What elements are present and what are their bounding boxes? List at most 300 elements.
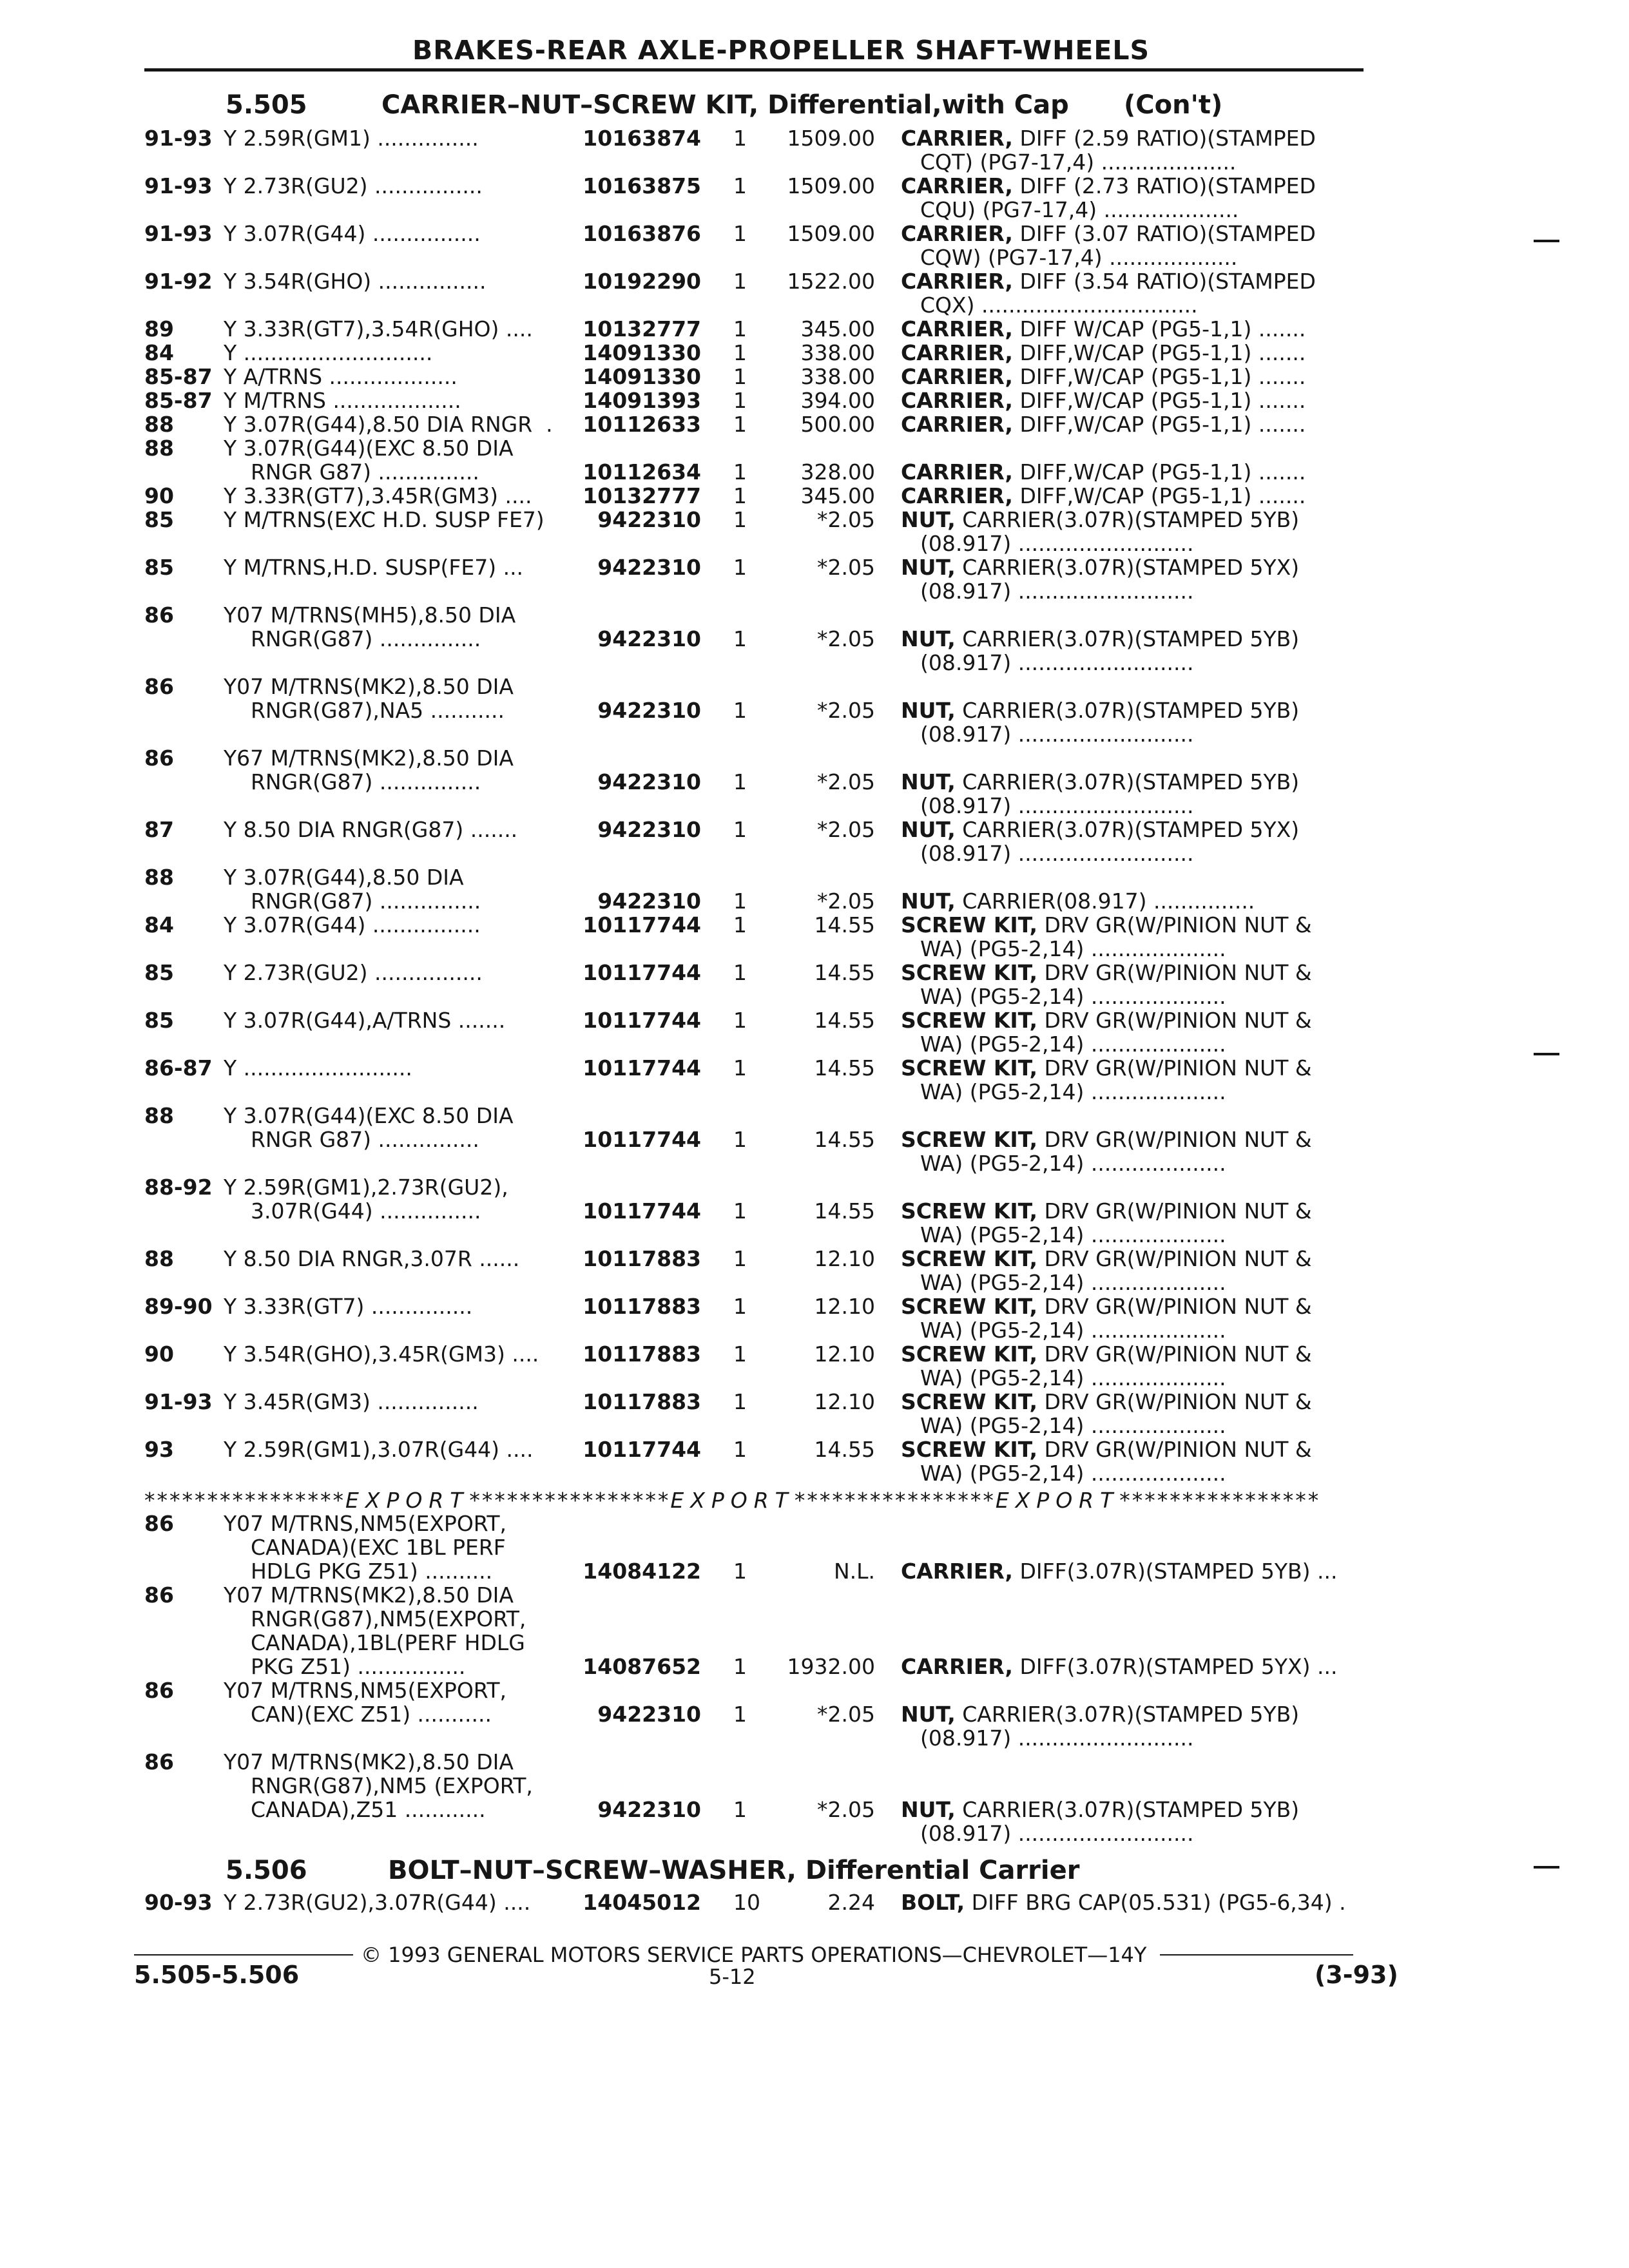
part-number: 10163874 — [583, 126, 701, 151]
part-detail-cont: CQX) ................................ — [920, 293, 1198, 318]
quantity: 1 — [733, 1246, 747, 1271]
title-rule — [144, 68, 1364, 72]
part-description — [901, 1798, 1299, 1821]
model-years: 86 — [144, 1511, 174, 1536]
part-detail: DIFF,W/CAP (PG5-1,1) ....... — [1012, 364, 1306, 389]
usage-description: Y ......................... — [224, 1055, 412, 1081]
quantity: 1 — [733, 698, 747, 723]
part-name: SCREW KIT, — [901, 1341, 1038, 1367]
part-detail-cont: WA) (PG5-2,14) .................... — [920, 1222, 1226, 1247]
part-description — [901, 365, 1306, 389]
part-detail: CARRIER(3.07R)(STAMPED 5YB) — [955, 698, 1300, 723]
copyright-line: © 1993 GENERAL MOTORS SERVICE PARTS OPERATIONS—CHEVROLET—14Y — [361, 1943, 1147, 1967]
price: 12.10 — [814, 1341, 875, 1367]
part-detail-cont: WA) (PG5-2,14) .................... — [920, 1318, 1226, 1343]
model-years: 90 — [144, 1341, 174, 1367]
quantity: 1 — [733, 817, 747, 842]
part-detail: DIFF (2.73 RATIO)(STAMPED — [1012, 173, 1316, 198]
revision-date: (3-93) — [1315, 1961, 1398, 1989]
part-description — [901, 269, 1316, 293]
model-years: 93 — [144, 1437, 174, 1462]
export-word: EXPORT — [345, 1488, 470, 1513]
part-number: 10117883 — [583, 1341, 701, 1367]
price: *2.05 — [817, 1702, 875, 1727]
quantity: 1 — [733, 269, 747, 294]
part-number: 10132777 — [583, 483, 701, 508]
quantity: 1 — [733, 912, 747, 937]
part-detail: DIFF,W/CAP (PG5-1,1) ....... — [1012, 483, 1306, 508]
part-description — [901, 460, 1306, 484]
model-years: 88 — [144, 1246, 174, 1271]
usage-description: Y07 M/TRNS(MK2),8.50 DIA — [224, 1749, 514, 1774]
model-years: 91-93 — [144, 173, 213, 198]
price: 14.55 — [814, 1055, 875, 1081]
usage-description: CANADA)(EXC 1BL PERF — [224, 1535, 506, 1560]
part-detail-cont: WA) (PG5-2,14) .................... — [920, 1079, 1226, 1104]
part-detail: DIFF W/CAP (PG5-1,1) ....... — [1012, 316, 1306, 341]
model-years: 90-93 — [144, 1890, 213, 1915]
usage-description: Y 2.73R(GU2) ................ — [224, 173, 483, 198]
part-number: 9422310 — [597, 817, 701, 842]
usage-description: Y 2.59R(GM1),2.73R(GU2), — [224, 1175, 508, 1200]
model-years: 86 — [144, 1678, 174, 1703]
usage-description: CAN)(EXC Z51) ........... — [224, 1702, 492, 1727]
quantity: 1 — [733, 1702, 747, 1727]
export-stars: **************** — [144, 1488, 345, 1513]
model-years: 85 — [144, 1008, 174, 1033]
part-description — [901, 222, 1316, 245]
part-number: 10117883 — [583, 1389, 701, 1414]
part-detail: CARRIER(3.07R)(STAMPED 5YB) — [955, 1797, 1300, 1822]
usage-description: Y 3.07R(G44) ................ — [224, 912, 481, 937]
quantity: 1 — [733, 1008, 747, 1033]
footer-rule-left — [134, 1954, 353, 1956]
price: 345.00 — [800, 316, 875, 341]
usage-description: RNGR(G87),NM5(EXPORT, — [224, 1606, 526, 1631]
usage-description: RNGR(G87) ............... — [224, 626, 481, 651]
usage-description: PKG Z51) ................ — [224, 1654, 466, 1679]
usage-description: Y 3.54R(GHO),3.45R(GM3) .... — [224, 1341, 539, 1367]
model-years: 85-87 — [144, 364, 213, 389]
part-number: 9422310 — [597, 1797, 701, 1822]
part-name: SCREW KIT, — [901, 1389, 1038, 1414]
part-description — [901, 818, 1299, 841]
price: 1509.00 — [787, 126, 875, 151]
part-detail-cont: (08.917) .......................... — [920, 1725, 1194, 1751]
part-number: 10163876 — [583, 221, 701, 246]
part-number: 9422310 — [597, 555, 701, 580]
usage-description: Y 2.59R(GM1) ............... — [224, 126, 479, 151]
usage-description: Y 3.07R(G44)(EXC 8.50 DIA — [224, 1103, 514, 1128]
part-number: 10117744 — [583, 1008, 701, 1033]
part-description — [901, 1655, 1337, 1678]
part-name: CARRIER, — [901, 483, 1013, 508]
part-detail-cont: WA) (PG5-2,14) .................... — [920, 1032, 1226, 1057]
part-number: 14084122 — [583, 1559, 701, 1584]
part-detail: DRV GR(W/PINION NUT & — [1037, 1055, 1312, 1081]
part-number: 10163875 — [583, 173, 701, 198]
price: *2.05 — [817, 698, 875, 723]
export-stars: **************** — [469, 1488, 671, 1513]
model-years: 84 — [144, 912, 174, 937]
quantity: 1 — [733, 316, 747, 341]
quantity: 1 — [733, 555, 747, 580]
model-years: 89 — [144, 316, 174, 341]
part-name: NUT, — [901, 769, 956, 794]
part-description — [901, 341, 1306, 365]
quantity: 1 — [733, 960, 747, 985]
part-number: 10117883 — [583, 1246, 701, 1271]
price: 14.55 — [814, 1198, 875, 1224]
usage-description: Y 8.50 DIA RNGR(G87) ....... — [224, 817, 518, 842]
usage-description: Y 2.73R(GU2) ................ — [224, 960, 483, 985]
part-description — [901, 1342, 1312, 1366]
part-detail: DIFF,W/CAP (PG5-1,1) ....... — [1012, 340, 1306, 365]
model-years: 88 — [144, 436, 174, 461]
price: 328.00 — [800, 459, 875, 485]
price: 14.55 — [814, 1127, 875, 1152]
section-title: CARRIER–NUT–SCREW KIT, Differential,with Cap — [381, 90, 1069, 120]
section-number: 5.506 — [226, 1856, 307, 1885]
part-name: SCREW KIT, — [901, 1127, 1038, 1152]
part-name: NUT, — [901, 626, 956, 651]
part-detail: DRV GR(W/PINION NUT & — [1037, 1008, 1312, 1033]
usage-description: Y 3.54R(GHO) ................ — [224, 269, 487, 294]
part-number: 9422310 — [597, 889, 701, 914]
part-description — [901, 508, 1299, 532]
model-years: 90 — [144, 483, 174, 508]
part-detail: DIFF (3.54 RATIO)(STAMPED — [1012, 269, 1316, 294]
model-years: 86 — [144, 674, 174, 699]
part-number: 10117744 — [583, 960, 701, 985]
part-description — [901, 389, 1306, 412]
part-description — [901, 1199, 1312, 1223]
section-number: 5.505 — [226, 90, 307, 120]
part-name: SCREW KIT, — [901, 912, 1038, 937]
price: 345.00 — [800, 483, 875, 508]
model-years: 89-90 — [144, 1294, 213, 1319]
price: 12.10 — [814, 1294, 875, 1319]
usage-description: RNGR G87) ............... — [224, 1127, 479, 1152]
usage-description: Y 8.50 DIA RNGR,3.07R ...... — [224, 1246, 520, 1271]
part-name: CARRIER, — [901, 412, 1013, 437]
model-years: 91-93 — [144, 221, 213, 246]
quantity: 1 — [733, 1127, 747, 1152]
quantity: 1 — [733, 459, 747, 485]
part-description — [901, 1008, 1312, 1032]
part-description — [901, 770, 1299, 794]
part-number: 10192290 — [583, 269, 701, 294]
part-name: NUT, — [901, 889, 956, 914]
usage-description: Y 3.07R(G44),8.50 DIA RNGR . — [224, 412, 553, 437]
part-detail: DRV GR(W/PINION NUT & — [1037, 1437, 1312, 1462]
part-detail: DIFF,W/CAP (PG5-1,1) ....... — [1012, 459, 1306, 485]
quantity: 1 — [733, 364, 747, 389]
usage-description: CANADA),Z51 ............ — [224, 1797, 486, 1822]
usage-description: Y07 M/TRNS,NM5(EXPORT, — [224, 1678, 506, 1703]
price: *2.05 — [817, 889, 875, 914]
part-detail-cont: CQU) (PG7-17,4) .................... — [920, 197, 1239, 222]
price: 500.00 — [800, 412, 875, 437]
model-years: 86-87 — [144, 1055, 213, 1081]
usage-description: 3.07R(G44) ............... — [224, 1198, 481, 1224]
quantity: 1 — [733, 507, 747, 532]
part-description — [901, 913, 1312, 937]
page-title: BRAKES-REAR AXLE-PROPELLER SHAFT-WHEELS — [412, 35, 1150, 66]
part-number: 14091330 — [583, 364, 701, 389]
usage-description: Y07 M/TRNS(MK2),8.50 DIA — [224, 1582, 514, 1608]
part-detail: DRV GR(W/PINION NUT & — [1037, 1246, 1312, 1271]
part-detail: DRV GR(W/PINION NUT & — [1037, 1341, 1312, 1367]
part-description — [901, 1390, 1312, 1414]
part-detail: DRV GR(W/PINION NUT & — [1037, 912, 1312, 937]
margin-mark — [1534, 240, 1559, 242]
part-number: 14091330 — [583, 340, 701, 365]
price: 1509.00 — [787, 221, 875, 246]
price: *2.05 — [817, 626, 875, 651]
price: 1522.00 — [787, 269, 875, 294]
part-name: NUT, — [901, 1702, 956, 1727]
part-detail-cont: (08.917) .......................... — [920, 531, 1194, 556]
usage-description: Y ............................ — [224, 340, 433, 365]
model-years: 88 — [144, 1103, 174, 1128]
part-description — [901, 627, 1299, 651]
model-years: 86 — [144, 1749, 174, 1774]
quantity: 1 — [733, 769, 747, 794]
part-name: NUT, — [901, 1797, 956, 1822]
part-name: CARRIER, — [901, 269, 1013, 294]
price: *2.05 — [817, 555, 875, 580]
part-detail-cont: WA) (PG5-2,14) .................... — [920, 984, 1226, 1009]
part-number: 10117744 — [583, 1127, 701, 1152]
quantity: 1 — [733, 388, 747, 413]
part-description — [901, 555, 1299, 579]
quantity: 1 — [733, 1797, 747, 1822]
usage-description: Y67 M/TRNS(MK2),8.50 DIA — [224, 745, 514, 771]
usage-description: Y 3.45R(GM3) ............... — [224, 1389, 479, 1414]
part-detail: DIFF (2.59 RATIO)(STAMPED — [1012, 126, 1316, 151]
price: *2.05 — [817, 769, 875, 794]
usage-description: RNGR(G87) ............... — [224, 889, 481, 914]
part-detail: DRV GR(W/PINION NUT & — [1037, 1198, 1312, 1224]
part-detail: DRV GR(W/PINION NUT & — [1037, 960, 1312, 985]
part-number: 14045012 — [583, 1890, 701, 1915]
price: 14.55 — [814, 1437, 875, 1462]
usage-description: Y 3.07R(G44) ................ — [224, 221, 481, 246]
part-description — [901, 698, 1299, 722]
part-detail-cont: WA) (PG5-2,14) .................... — [920, 1461, 1226, 1486]
part-name: SCREW KIT, — [901, 1246, 1038, 1271]
model-years: 86 — [144, 745, 174, 771]
price: 2.24 — [827, 1890, 875, 1915]
quantity: 1 — [733, 1389, 747, 1414]
part-name: SCREW KIT, — [901, 960, 1038, 985]
part-description — [901, 1247, 1312, 1271]
margin-mark — [1534, 1053, 1559, 1055]
part-detail-cont: WA) (PG5-2,14) .................... — [920, 1151, 1226, 1176]
quantity: 1 — [733, 1198, 747, 1224]
part-name: CARRIER, — [901, 126, 1013, 151]
part-number: 10117883 — [583, 1294, 701, 1319]
model-years: 85-87 — [144, 388, 213, 413]
part-detail-cont: WA) (PG5-2,14) .................... — [920, 1413, 1226, 1438]
price: *2.05 — [817, 1797, 875, 1822]
price: 14.55 — [814, 960, 875, 985]
margin-mark — [1534, 1866, 1559, 1869]
part-detail: DRV GR(W/PINION NUT & — [1037, 1294, 1312, 1319]
usage-description: Y 3.07R(G44)(EXC 8.50 DIA — [224, 436, 514, 461]
usage-description: Y07 M/TRNS(MH5),8.50 DIA — [224, 602, 516, 628]
model-years: 86 — [144, 1582, 174, 1608]
part-detail: CARRIER(3.07R)(STAMPED 5YB) — [955, 1702, 1300, 1727]
part-name: CARRIER, — [901, 1654, 1013, 1679]
quantity: 1 — [733, 173, 747, 198]
usage-description: Y 3.33R(GT7) ............... — [224, 1294, 473, 1319]
part-description — [901, 889, 1255, 913]
part-description — [901, 1056, 1312, 1080]
export-word: EXPORT — [670, 1488, 795, 1513]
quantity: 1 — [733, 126, 747, 151]
part-number: 10117744 — [583, 1198, 701, 1224]
price: 1932.00 — [787, 1654, 875, 1679]
quantity: 1 — [733, 483, 747, 508]
model-years: 88 — [144, 412, 174, 437]
price: 12.10 — [814, 1246, 875, 1271]
part-number: 9422310 — [597, 769, 701, 794]
price: 338.00 — [800, 364, 875, 389]
usage-description: RNGR G87) ............... — [224, 459, 479, 485]
part-detail-cont: WA) (PG5-2,14) .................... — [920, 1270, 1226, 1295]
price: *2.05 — [817, 507, 875, 532]
part-name: CARRIER, — [901, 388, 1013, 413]
part-detail-cont: (08.917) .......................... — [920, 650, 1194, 675]
part-name: SCREW KIT, — [901, 1008, 1038, 1033]
part-detail: CARRIER(3.07R)(STAMPED 5YX) — [955, 817, 1300, 842]
part-name: SCREW KIT, — [901, 1437, 1038, 1462]
price: 1509.00 — [787, 173, 875, 198]
part-name: NUT, — [901, 507, 956, 532]
price: 14.55 — [814, 1008, 875, 1033]
part-detail: CARRIER(3.07R)(STAMPED 5YX) — [955, 555, 1300, 580]
part-description — [901, 1294, 1312, 1318]
part-name: CARRIER, — [901, 1559, 1013, 1584]
part-detail: DIFF(3.07R)(STAMPED 5YX) ... — [1012, 1654, 1338, 1679]
model-years: 85 — [144, 960, 174, 985]
page-number: 5-12 — [709, 1965, 756, 1989]
part-detail-cont: (08.917) .......................... — [920, 841, 1194, 866]
usage-description: CANADA),1BL(PERF HDLG — [224, 1630, 525, 1655]
usage-description: RNGR(G87),NA5 ........... — [224, 698, 505, 723]
usage-description: Y M/TRNS ................... — [224, 388, 461, 413]
continued-label: (Con't) — [1124, 90, 1223, 120]
part-detail-cont: (08.917) .......................... — [920, 722, 1194, 747]
model-years: 88 — [144, 865, 174, 890]
price: 394.00 — [800, 388, 875, 413]
model-years: 84 — [144, 340, 174, 365]
quantity: 1 — [733, 1341, 747, 1367]
part-description — [901, 1890, 1346, 1914]
part-number: 10132777 — [583, 316, 701, 341]
quantity: 1 — [733, 340, 747, 365]
part-description — [901, 1437, 1312, 1461]
export-separator — [144, 1488, 1320, 1513]
part-detail: DIFF,W/CAP (PG5-1,1) ....... — [1012, 388, 1306, 413]
footer-rule-right — [1160, 1954, 1353, 1956]
export-stars: **************** — [1119, 1488, 1321, 1513]
part-name: SCREW KIT, — [901, 1198, 1038, 1224]
part-name: CARRIER, — [901, 459, 1013, 485]
model-years: 85 — [144, 507, 174, 532]
usage-description: Y 2.73R(GU2),3.07R(G44) .... — [224, 1890, 531, 1915]
quantity: 1 — [733, 1294, 747, 1319]
quantity: 1 — [733, 1437, 747, 1462]
model-years: 87 — [144, 817, 174, 842]
quantity: 1 — [733, 889, 747, 914]
part-name: NUT, — [901, 698, 956, 723]
part-detail: CARRIER(3.07R)(STAMPED 5YB) — [955, 626, 1300, 651]
part-detail-cont: CQT) (PG7-17,4) .................... — [920, 149, 1237, 175]
part-description — [901, 1559, 1337, 1583]
usage-description: Y 2.59R(GM1),3.07R(G44) .... — [224, 1437, 534, 1462]
part-number: 10117744 — [583, 1437, 701, 1462]
part-number: 10112634 — [583, 459, 701, 485]
quantity: 1 — [733, 1559, 747, 1584]
quantity: 1 — [733, 221, 747, 246]
part-detail: DRV GR(W/PINION NUT & — [1037, 1389, 1312, 1414]
part-detail-cont: WA) (PG5-2,14) .................... — [920, 936, 1226, 961]
price: 338.00 — [800, 340, 875, 365]
part-name: CARRIER, — [901, 221, 1013, 246]
part-name: SCREW KIT, — [901, 1294, 1038, 1319]
usage-description: Y M/TRNS(EXC H.D. SUSP FE7) — [224, 507, 545, 532]
part-detail: DIFF (3.07 RATIO)(STAMPED — [1012, 221, 1316, 246]
part-description — [901, 174, 1316, 198]
part-detail-cont: (08.917) .......................... — [920, 579, 1194, 604]
price: *2.05 — [817, 817, 875, 842]
model-years: 86 — [144, 602, 174, 628]
part-name: NUT, — [901, 555, 956, 580]
usage-description: Y 3.07R(G44),8.50 DIA — [224, 865, 464, 890]
usage-description: Y M/TRNS,H.D. SUSP(FE7) ... — [224, 555, 524, 580]
quantity: 1 — [733, 626, 747, 651]
part-name: CARRIER, — [901, 173, 1013, 198]
part-number: 9422310 — [597, 626, 701, 651]
part-number: 10117744 — [583, 1055, 701, 1081]
part-description — [901, 317, 1306, 341]
part-detail: DIFF,W/CAP (PG5-1,1) ....... — [1012, 412, 1306, 437]
usage-description: HDLG PKG Z51) .......... — [224, 1559, 493, 1584]
part-name: CARRIER, — [901, 340, 1013, 365]
part-detail-cont: (08.917) .......................... — [920, 1821, 1194, 1846]
part-number: 14087652 — [583, 1654, 701, 1679]
price: N.L. — [833, 1559, 875, 1584]
model-years: 91-92 — [144, 269, 213, 294]
model-years: 91-93 — [144, 126, 213, 151]
quantity: 1 — [733, 1654, 747, 1679]
quantity: 10 — [733, 1890, 760, 1915]
section-title: BOLT–NUT–SCREW–WASHER, Differential Carrier — [388, 1856, 1080, 1885]
part-number: 9422310 — [597, 698, 701, 723]
part-detail: CARRIER(3.07R)(STAMPED 5YB) — [955, 769, 1300, 794]
part-number: 14091393 — [583, 388, 701, 413]
usage-description: Y 3.33R(GT7),3.54R(GHO) .... — [224, 316, 533, 341]
quantity: 1 — [733, 1055, 747, 1081]
part-number: 9422310 — [597, 507, 701, 532]
usage-description: Y A/TRNS ................... — [224, 364, 458, 389]
price: 14.55 — [814, 912, 875, 937]
part-description — [901, 126, 1316, 150]
part-name: NUT, — [901, 817, 956, 842]
